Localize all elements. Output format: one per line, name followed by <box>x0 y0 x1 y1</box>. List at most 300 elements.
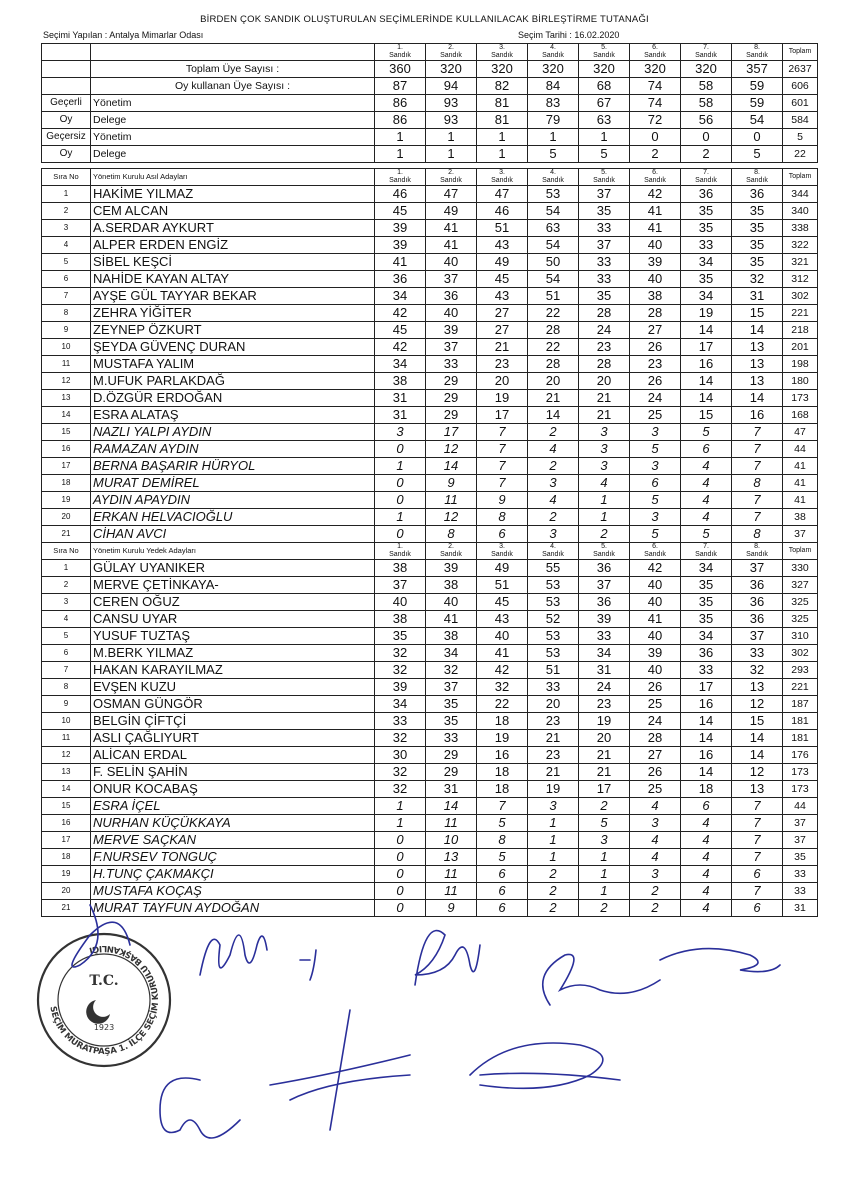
vote-cell: 17 <box>579 781 630 798</box>
row-number: 20 <box>42 509 91 526</box>
vote-cell: 63 <box>528 220 579 237</box>
value-cell: 83 <box>528 95 579 112</box>
vote-cell: 4 <box>681 866 732 883</box>
candidate-name: MUSTAFA YALIM <box>91 356 375 373</box>
row-number: 3 <box>42 594 91 611</box>
vote-cell: 40 <box>630 662 681 679</box>
summary-header-row <box>42 44 818 61</box>
candidate-name: OSMAN GÜNGÖR <box>91 696 375 713</box>
vote-cell: 24 <box>630 390 681 407</box>
value-cell: 81 <box>477 112 528 129</box>
oy-label: Oy <box>42 112 91 129</box>
vote-cell: 26 <box>630 339 681 356</box>
vote-cell: 31 <box>375 407 426 424</box>
vote-cell: 7 <box>477 458 528 475</box>
row-number: 18 <box>42 475 91 492</box>
col-header: 4. Sandık <box>528 44 579 61</box>
total-cell: 344 <box>783 186 818 203</box>
candidate-name: ŞEYDA GÜVENÇ DURAN <box>91 339 375 356</box>
signature-8 <box>270 1010 410 1130</box>
value-cell: 86 <box>375 95 426 112</box>
vote-cell: 27 <box>630 747 681 764</box>
vote-cell: 12 <box>732 764 783 781</box>
row-number: 7 <box>42 662 91 679</box>
candidate-row <box>42 458 818 475</box>
vote-cell: 34 <box>375 288 426 305</box>
gecerli-yonetim-row <box>42 95 818 112</box>
candidate-name: CEREN OĞUZ <box>91 594 375 611</box>
vote-cell: 38 <box>375 611 426 628</box>
vote-cell: 37 <box>579 577 630 594</box>
vote-cell: 22 <box>528 305 579 322</box>
vote-cell: 41 <box>630 203 681 220</box>
col-header: 5. Sandık <box>579 169 630 186</box>
yedek-body <box>42 560 818 917</box>
signature-area <box>0 900 847 1200</box>
vote-cell: 53 <box>528 577 579 594</box>
vote-cell: 2 <box>528 458 579 475</box>
vote-cell: 42 <box>630 560 681 577</box>
vote-cell: 28 <box>579 356 630 373</box>
vote-cell: 20 <box>477 373 528 390</box>
vote-cell: 29 <box>426 390 477 407</box>
vote-cell: 9 <box>477 492 528 509</box>
gecersiz-delege-row <box>42 146 818 163</box>
row-number: 9 <box>42 696 91 713</box>
vote-cell: 45 <box>477 594 528 611</box>
blank-cell <box>42 61 91 78</box>
vote-cell: 40 <box>630 237 681 254</box>
vote-cell: 5 <box>681 424 732 441</box>
value-cell: 59 <box>732 78 783 95</box>
row-label: Delege <box>91 112 375 129</box>
vote-cell: 3 <box>579 832 630 849</box>
value-cell: 320 <box>630 61 681 78</box>
vote-cell: 22 <box>528 339 579 356</box>
vote-cell: 51 <box>528 288 579 305</box>
vote-cell: 45 <box>375 322 426 339</box>
candidate-name: HAKAN KARAYILMAZ <box>91 662 375 679</box>
candidate-name: MURAT DEMİREL <box>91 475 375 492</box>
candidate-row <box>42 424 818 441</box>
candidate-row <box>42 798 818 815</box>
vote-cell: 40 <box>630 271 681 288</box>
vote-cell: 3 <box>375 424 426 441</box>
vote-cell: 46 <box>375 186 426 203</box>
vote-cell: 41 <box>477 645 528 662</box>
vote-cell: 34 <box>375 696 426 713</box>
vote-cell: 37 <box>579 186 630 203</box>
vote-cell: 21 <box>528 390 579 407</box>
vote-cell: 30 <box>375 747 426 764</box>
vote-cell: 0 <box>375 883 426 900</box>
total-cell: 22 <box>783 146 818 163</box>
row-number: 20 <box>42 883 91 900</box>
candidate-name: SİBEL KEŞCİ <box>91 254 375 271</box>
candidate-name: ONUR KOCABAŞ <box>91 781 375 798</box>
vote-cell: 33 <box>375 713 426 730</box>
vote-cell: 32 <box>375 730 426 747</box>
vote-cell: 7 <box>477 424 528 441</box>
candidate-row <box>42 849 818 866</box>
vote-cell: 7 <box>732 441 783 458</box>
vote-cell: 13 <box>732 373 783 390</box>
row-number: 11 <box>42 356 91 373</box>
vote-cell: 35 <box>681 594 732 611</box>
total-cell: 302 <box>783 645 818 662</box>
yedek-header: Yönetim Kurulu Yedek Adayları <box>91 543 375 560</box>
candidate-name: A.SERDAR AYKURT <box>91 220 375 237</box>
signature-3 <box>300 950 316 980</box>
vote-cell: 27 <box>630 322 681 339</box>
total-cell: 35 <box>783 849 818 866</box>
row-number: 2 <box>42 203 91 220</box>
candidate-name: MURAT TAYFUN AYDOĞAN <box>91 900 375 917</box>
vote-cell: 6 <box>732 900 783 917</box>
stamp-year: 1923 <box>93 1023 115 1032</box>
candidate-name: AYŞE GÜL TAYYAR BEKAR <box>91 288 375 305</box>
document-title: BİRDEN ÇOK SANDIK OLUŞTURULAN SEÇİMLERİNDE KULLANILACAK BİRLEŞTİRME TUTANAĞI <box>200 14 649 25</box>
total-cell: 33 <box>783 866 818 883</box>
row-label: Toplam Üye Sayısı : <box>91 61 375 78</box>
vote-cell: 4 <box>579 475 630 492</box>
row-number: 1 <box>42 186 91 203</box>
candidate-row <box>42 186 818 203</box>
vote-cell: 36 <box>732 577 783 594</box>
row-number: 21 <box>42 900 91 917</box>
candidate-name: MUSTAFA KOÇAŞ <box>91 883 375 900</box>
vote-cell: 20 <box>579 730 630 747</box>
oy-label: Oy <box>42 146 91 163</box>
vote-cell: 39 <box>579 611 630 628</box>
asil-header-row <box>42 169 818 186</box>
row-number: 18 <box>42 849 91 866</box>
total-cell: 37 <box>783 815 818 832</box>
vote-cell: 3 <box>630 424 681 441</box>
vote-cell: 1 <box>579 866 630 883</box>
candidate-name: GÜLAY UYANIKER <box>91 560 375 577</box>
vote-cell: 14 <box>681 764 732 781</box>
candidate-row <box>42 577 818 594</box>
vote-cell: 43 <box>477 237 528 254</box>
value-cell: 320 <box>426 61 477 78</box>
col-header: 6. Sandık <box>630 44 681 61</box>
candidate-row <box>42 356 818 373</box>
value-cell: 54 <box>732 112 783 129</box>
vote-cell: 0 <box>375 900 426 917</box>
candidate-row <box>42 305 818 322</box>
vote-cell: 2 <box>528 900 579 917</box>
candidate-row <box>42 254 818 271</box>
vote-cell: 33 <box>681 662 732 679</box>
vote-cell: 13 <box>732 679 783 696</box>
value-cell: 320 <box>477 61 528 78</box>
vote-cell: 14 <box>681 730 732 747</box>
vote-cell: 34 <box>681 560 732 577</box>
vote-cell: 28 <box>630 305 681 322</box>
col-header: 2. Sandık <box>426 169 477 186</box>
vote-cell: 13 <box>426 849 477 866</box>
vote-cell: 31 <box>732 288 783 305</box>
value-cell: 82 <box>477 78 528 95</box>
row-number: 13 <box>42 764 91 781</box>
value-cell: 1 <box>426 129 477 146</box>
total-cell: 47 <box>783 424 818 441</box>
total-header: Toplam <box>783 44 818 61</box>
total-cell: 221 <box>783 679 818 696</box>
vote-cell: 16 <box>681 356 732 373</box>
candidate-name: F. SELİN ŞAHİN <box>91 764 375 781</box>
total-cell: 601 <box>783 95 818 112</box>
vote-cell: 4 <box>681 509 732 526</box>
candidate-row <box>42 288 818 305</box>
vote-cell: 1 <box>579 509 630 526</box>
vote-cell: 8 <box>426 526 477 543</box>
vote-cell: 14 <box>732 390 783 407</box>
candidate-name: CEM ALCAN <box>91 203 375 220</box>
vote-cell: 35 <box>681 203 732 220</box>
vote-cell: 7 <box>477 441 528 458</box>
total-cell: 173 <box>783 781 818 798</box>
vote-cell: 38 <box>426 577 477 594</box>
vote-cell: 15 <box>732 713 783 730</box>
candidate-row <box>42 237 818 254</box>
vote-cell: 4 <box>528 441 579 458</box>
vote-cell: 36 <box>732 594 783 611</box>
vote-cell: 2 <box>528 509 579 526</box>
candidate-row <box>42 560 818 577</box>
vote-cell: 1 <box>528 849 579 866</box>
handwritten-signatures <box>72 905 780 1138</box>
vote-cell: 36 <box>681 645 732 662</box>
vote-cell: 53 <box>528 645 579 662</box>
row-number: 16 <box>42 441 91 458</box>
vote-cell: 31 <box>375 390 426 407</box>
value-cell: 320 <box>579 61 630 78</box>
vote-cell: 21 <box>579 747 630 764</box>
total-cell: 38 <box>783 509 818 526</box>
candidate-name: BERNA BAŞARIR HÜRYOL <box>91 458 375 475</box>
vote-cell: 3 <box>528 798 579 815</box>
vote-cell: 43 <box>477 288 528 305</box>
vote-cell: 33 <box>579 628 630 645</box>
row-number: 5 <box>42 254 91 271</box>
vote-cell: 14 <box>732 730 783 747</box>
candidate-name: ALİCAN ERDAL <box>91 747 375 764</box>
vote-cell: 53 <box>528 594 579 611</box>
vote-cell: 5 <box>681 526 732 543</box>
vote-cell: 24 <box>579 679 630 696</box>
vote-cell: 36 <box>426 288 477 305</box>
gecersiz-yonetim-row <box>42 129 818 146</box>
candidate-name: YUSUF TUZTAŞ <box>91 628 375 645</box>
vote-cell: 2 <box>579 798 630 815</box>
vote-cell: 20 <box>528 373 579 390</box>
vote-cell: 6 <box>477 883 528 900</box>
candidate-name: NURHAN KÜÇÜKKAYA <box>91 815 375 832</box>
total-cell: 302 <box>783 288 818 305</box>
col-header: 8. Sandık <box>732 169 783 186</box>
vote-cell: 4 <box>681 475 732 492</box>
vote-cell: 18 <box>477 764 528 781</box>
vote-cell: 14 <box>681 322 732 339</box>
total-cell: 327 <box>783 577 818 594</box>
vote-cell: 19 <box>528 781 579 798</box>
vote-cell: 28 <box>630 730 681 747</box>
vote-cell: 6 <box>732 866 783 883</box>
col-header: 7. Sandık <box>681 44 732 61</box>
vote-cell: 42 <box>375 305 426 322</box>
row-number: 5 <box>42 628 91 645</box>
total-cell: 168 <box>783 407 818 424</box>
vote-cell: 14 <box>732 747 783 764</box>
vote-cell: 7 <box>732 815 783 832</box>
row-label: Yönetim <box>91 95 375 112</box>
vote-cell: 34 <box>375 356 426 373</box>
vote-cell: 23 <box>630 356 681 373</box>
vote-cell: 26 <box>630 764 681 781</box>
crescent-icon <box>86 1000 110 1024</box>
vote-cell: 10 <box>426 832 477 849</box>
candidate-row <box>42 781 818 798</box>
vote-cell: 37 <box>426 339 477 356</box>
vote-cell: 36 <box>732 186 783 203</box>
candidate-name: MERVE ÇETİNKAYA- <box>91 577 375 594</box>
candidate-name: MERVE SAÇKAN <box>91 832 375 849</box>
vote-cell: 35 <box>732 237 783 254</box>
vote-cell: 0 <box>375 492 426 509</box>
candidate-row <box>42 390 818 407</box>
vote-cell: 36 <box>732 611 783 628</box>
total-cell: 340 <box>783 203 818 220</box>
vote-cell: 1 <box>528 832 579 849</box>
vote-cell: 23 <box>579 696 630 713</box>
candidate-name: BELGİN ÇİFTÇİ <box>91 713 375 730</box>
vote-cell: 49 <box>426 203 477 220</box>
vote-cell: 16 <box>732 407 783 424</box>
vote-cell: 41 <box>426 237 477 254</box>
col-header: 3. Sandık <box>477 44 528 61</box>
vote-cell: 33 <box>579 220 630 237</box>
value-cell: 357 <box>732 61 783 78</box>
vote-cell: 2 <box>528 883 579 900</box>
vote-cell: 51 <box>528 662 579 679</box>
vote-cell: 36 <box>579 560 630 577</box>
vote-cell: 21 <box>528 730 579 747</box>
gecerli-label: Geçerli <box>42 95 91 112</box>
vote-cell: 7 <box>732 424 783 441</box>
vote-cell: 3 <box>528 526 579 543</box>
row-number: 7 <box>42 288 91 305</box>
vote-cell: 3 <box>579 458 630 475</box>
vote-cell: 6 <box>681 441 732 458</box>
vote-cell: 39 <box>630 645 681 662</box>
asil-header: Yönetim Kurulu Asıl Adayları <box>91 169 375 186</box>
row-number: 15 <box>42 424 91 441</box>
vote-cell: 35 <box>681 577 732 594</box>
vote-cell: 1 <box>579 492 630 509</box>
vote-cell: 41 <box>426 611 477 628</box>
vote-cell: 21 <box>579 764 630 781</box>
vote-cell: 2 <box>630 900 681 917</box>
vote-cell: 11 <box>426 492 477 509</box>
vote-cell: 11 <box>426 866 477 883</box>
candidate-row <box>42 322 818 339</box>
candidate-name: ALPER ERDEN ENGİZ <box>91 237 375 254</box>
vote-cell: 12 <box>426 441 477 458</box>
gecersiz-label: Geçersiz <box>42 129 91 146</box>
vote-cell: 40 <box>426 254 477 271</box>
vote-cell: 7 <box>732 458 783 475</box>
row-number: 4 <box>42 611 91 628</box>
value-cell: 84 <box>528 78 579 95</box>
col-header: 8. Sandık <box>732 44 783 61</box>
vote-cell: 16 <box>477 747 528 764</box>
row-number: 17 <box>42 832 91 849</box>
vote-cell: 25 <box>630 407 681 424</box>
candidate-name: EVŞEN KUZU <box>91 679 375 696</box>
vote-cell: 3 <box>630 815 681 832</box>
vote-cell: 1 <box>375 798 426 815</box>
vote-cell: 54 <box>528 271 579 288</box>
vote-cell: 49 <box>477 254 528 271</box>
vote-cell: 37 <box>426 679 477 696</box>
vote-cell: 35 <box>732 203 783 220</box>
vote-cell: 5 <box>477 815 528 832</box>
vote-cell: 23 <box>528 747 579 764</box>
row-label: Yönetim <box>91 129 375 146</box>
vote-cell: 4 <box>630 798 681 815</box>
vote-cell: 22 <box>477 696 528 713</box>
value-cell: 72 <box>630 112 681 129</box>
vote-cell: 2 <box>528 866 579 883</box>
vote-cell: 33 <box>579 271 630 288</box>
candidate-row <box>42 509 818 526</box>
value-cell: 1 <box>528 129 579 146</box>
vote-cell: 0 <box>375 832 426 849</box>
total-cell: 293 <box>783 662 818 679</box>
vote-cell: 17 <box>426 424 477 441</box>
candidate-row <box>42 475 818 492</box>
vote-cell: 35 <box>681 220 732 237</box>
vote-cell: 0 <box>375 441 426 458</box>
vote-cell: 36 <box>681 186 732 203</box>
row-number: 16 <box>42 815 91 832</box>
candidate-name: ZEHRA YİĞİTER <box>91 305 375 322</box>
col-header: 6. Sandık <box>630 169 681 186</box>
value-cell: 1 <box>477 146 528 163</box>
value-cell: 58 <box>681 95 732 112</box>
total-cell: 338 <box>783 220 818 237</box>
vote-cell: 29 <box>426 747 477 764</box>
vote-cell: 5 <box>630 492 681 509</box>
vote-cell: 14 <box>426 798 477 815</box>
vote-cell: 9 <box>426 900 477 917</box>
vote-cell: 3 <box>630 866 681 883</box>
yedek-header-row <box>42 543 818 560</box>
vote-cell: 19 <box>579 713 630 730</box>
vote-cell: 8 <box>477 509 528 526</box>
vote-cell: 32 <box>732 662 783 679</box>
vote-cell: 55 <box>528 560 579 577</box>
col-header: 7. Sandık <box>681 543 732 560</box>
vote-cell: 53 <box>528 186 579 203</box>
value-cell: 81 <box>477 95 528 112</box>
vote-cell: 15 <box>681 407 732 424</box>
candidate-name: ASLI ÇAĞLIYURT <box>91 730 375 747</box>
yedek-candidates-table <box>41 542 818 917</box>
row-number: 15 <box>42 798 91 815</box>
